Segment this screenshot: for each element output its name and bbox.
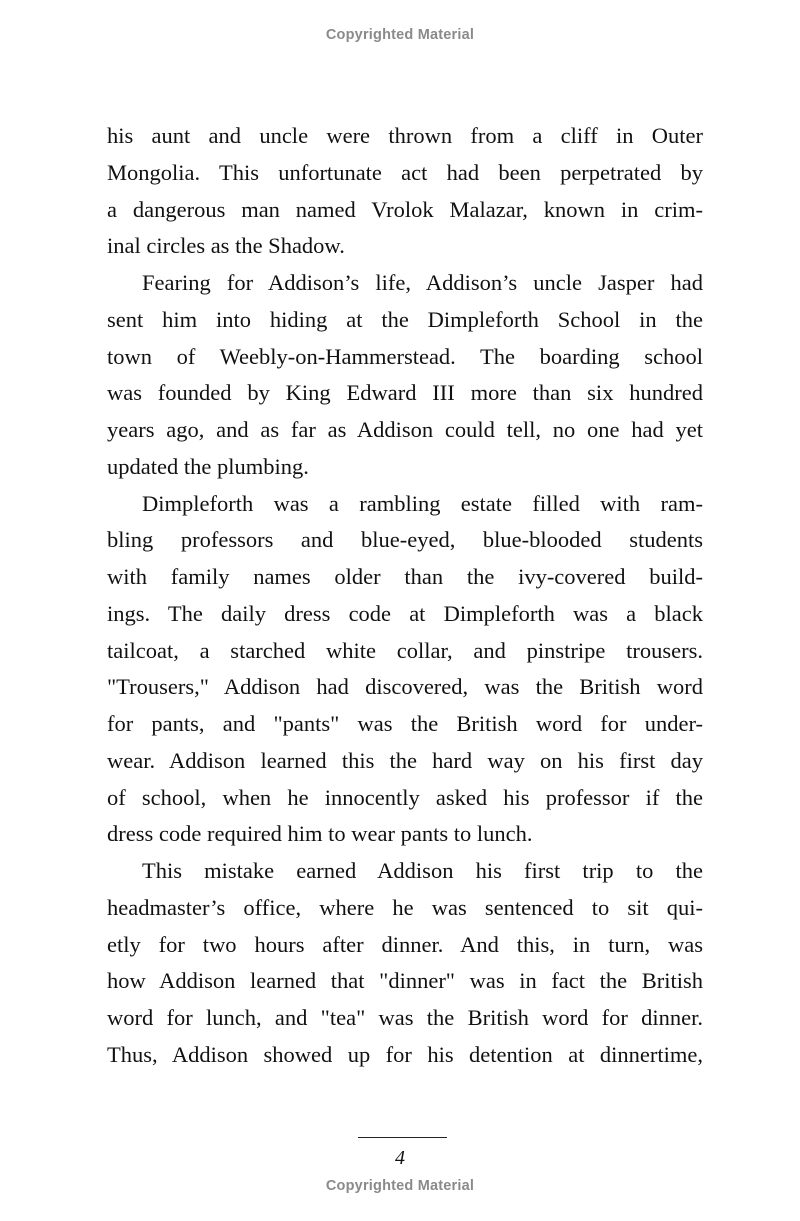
copyright-watermark-bottom: Copyrighted Material	[325, 1178, 475, 1194]
text-line: how Addison learned that "dinner" was in fact the British	[107, 968, 703, 994]
text-line: Mongolia. This unfortunate act had been perpetrated by	[107, 159, 703, 185]
page-number: 4	[395, 1147, 405, 1169]
copyright-watermark-top: Copyrighted Material	[325, 27, 475, 43]
text-line: his aunt and uncle were thrown from a cliff in Outer	[107, 123, 703, 148]
paragraph	[107, 853, 703, 1074]
body-text	[107, 118, 703, 1074]
text-line: This mistake earned Addison his first trip to the	[142, 858, 703, 883]
text-line: Fearing for Addison’s life, Addison’s uncle Jasper had	[142, 270, 703, 295]
text-line: updated the plumbing.	[107, 453, 309, 479]
text-line: Dimpleforth was a rambling estate filled with ram-	[142, 490, 703, 516]
text-line: wear. Addison learned this the hard way on his first day	[107, 747, 703, 773]
text-line: sent him into hiding at the Dimpleforth School in the	[107, 306, 703, 332]
text-line: headmaster’s office, where he was sentenced to sit qui-	[107, 894, 703, 920]
footer-rule	[358, 1137, 447, 1138]
text-line: Thus, Addison showed up for his detention at dinnertime,	[107, 1041, 703, 1067]
text-line: for pants, and "pants" was the British word for under-	[107, 711, 703, 736]
text-line: inal circles as the Shadow.	[107, 233, 345, 259]
text-line: bling professors and blue-eyed, blue-blooded students	[107, 527, 703, 553]
text-line: town of Weebly-on-Hammerstead. The boarding school	[107, 343, 703, 369]
paragraph	[107, 118, 703, 265]
text-line: tailcoat, a starched white collar, and pinstripe trousers.	[107, 637, 703, 663]
text-line: ings. The daily dress code at Dimpleforth was a black	[107, 600, 703, 626]
text-line: word for lunch, and "tea" was the British word for dinner.	[107, 1005, 703, 1030]
text-line: with family names older than the ivy-covered build-	[107, 564, 703, 589]
text-line: a dangerous man named Vrolok Malazar, known in crim-	[107, 196, 703, 222]
text-line: "Trousers," Addison had discovered, was the British word	[107, 674, 703, 700]
paragraph	[107, 486, 703, 854]
text-line: was founded by King Edward III more than six hundred	[107, 380, 703, 406]
paragraph	[107, 265, 703, 486]
text-line: years ago, and as far as Addison could tell, no one had yet	[107, 417, 703, 442]
text-line: dress code required him to wear pants to lunch.	[107, 821, 533, 847]
text-line: of school, when he innocently asked his professor if the	[107, 784, 703, 810]
text-line: etly for two hours after dinner. And this, in turn, was	[107, 931, 703, 957]
